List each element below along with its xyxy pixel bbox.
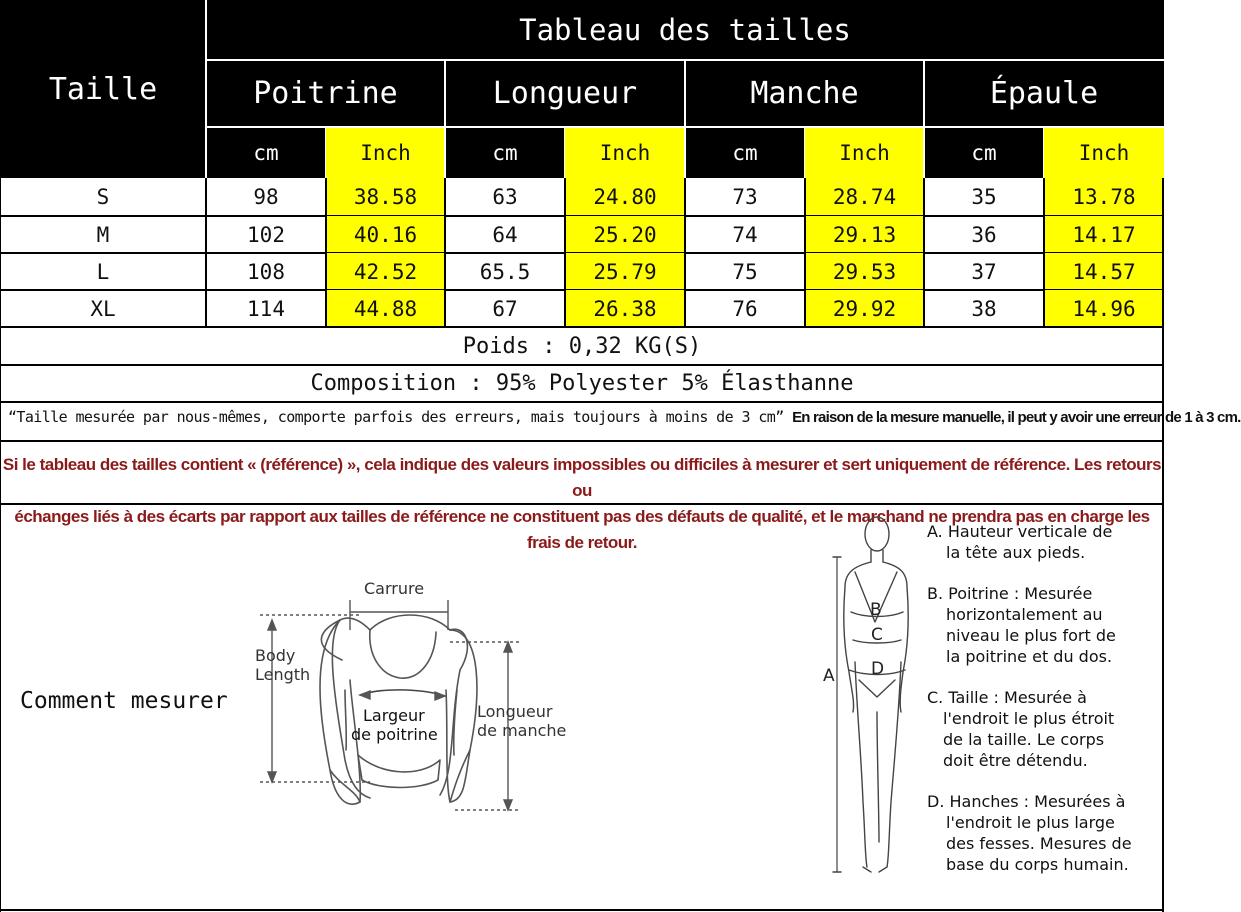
inch-value-cell: 28.74 bbox=[805, 178, 924, 216]
notice-line: Si le tableau des tailles contient « (référence) », cela indique des valeurs impossibles ou difficiles à mesurer et sert uniquement de référence. Les retours ou bbox=[2, 455, 1162, 500]
size-cell: XL bbox=[90, 296, 116, 321]
cm-value-cell: 65.5 bbox=[479, 259, 531, 284]
label-carrure: Carrure bbox=[364, 579, 425, 598]
cm-value-cell: 98 bbox=[253, 185, 279, 209]
inch-value-cell: 42.52 bbox=[326, 253, 445, 290]
cm-value-cell: 36 bbox=[971, 222, 997, 247]
inch-value-cell: 13.78 bbox=[1044, 178, 1164, 216]
body-letter-c: C bbox=[871, 625, 883, 645]
inch-value-cell: 29.92 bbox=[805, 290, 924, 327]
size-cell: M bbox=[96, 222, 110, 247]
inch-value-cell: 25.20 bbox=[565, 216, 685, 253]
cm-value-cell: 76 bbox=[732, 296, 758, 321]
unit-header: Inch bbox=[326, 127, 445, 178]
cm-value-cell: 63 bbox=[492, 185, 518, 209]
unit-header: cm bbox=[732, 140, 758, 165]
shirt-measure-illustration bbox=[250, 570, 590, 820]
desc-a bbox=[927, 521, 1112, 563]
unit-header: cm bbox=[253, 140, 279, 165]
desc-line: horizontalement au bbox=[946, 605, 1103, 624]
inch-value-cell: 40.16 bbox=[326, 216, 445, 253]
unit-header: cm bbox=[492, 140, 518, 165]
desc-line: l'endroit le plus étroit bbox=[943, 709, 1115, 728]
desc-line: B. Poitrine : Mesurée bbox=[927, 584, 1093, 603]
cm-value-cell: 102 bbox=[247, 222, 285, 247]
inch-value-cell: 29.53 bbox=[805, 253, 924, 290]
desc-line: C. Taille : Mesurée à bbox=[927, 688, 1087, 707]
label-sleeve-1: Longueur bbox=[477, 702, 553, 721]
unit-header: cm bbox=[971, 140, 997, 165]
group-header-epaule: Épaule bbox=[989, 76, 1099, 111]
desc-b bbox=[927, 583, 1116, 667]
inch-value-cell: 44.88 bbox=[326, 290, 445, 327]
cm-value-cell: 67 bbox=[492, 296, 518, 321]
desc-line: doit être détendu. bbox=[943, 751, 1088, 770]
cm-value-cell: 108 bbox=[247, 259, 285, 284]
weight-info: Poids : 0,32 KG(S) bbox=[462, 333, 702, 359]
cm-value-cell: 75 bbox=[732, 259, 758, 284]
desc-line: la tête aux pieds. bbox=[946, 543, 1086, 562]
group-header-manche: Manche bbox=[750, 76, 859, 111]
inch-value-cell: 14.57 bbox=[1044, 253, 1164, 290]
body-letter-a: A bbox=[823, 666, 835, 686]
cm-value-cell: 35 bbox=[971, 185, 997, 209]
inch-value-cell: 26.38 bbox=[565, 290, 685, 327]
unit-header: Inch bbox=[805, 127, 924, 178]
body-letter-d: D bbox=[871, 659, 885, 679]
measurement-note bbox=[8, 408, 1241, 426]
label-sleeve-2: de manche bbox=[477, 721, 567, 740]
note-bold: En raison de la mesure manuelle, il peut y avoir une erreur de 1 à 3 cm. bbox=[792, 409, 1241, 426]
desc-c bbox=[927, 687, 1114, 771]
desc-d bbox=[927, 791, 1132, 875]
size-cell: L bbox=[96, 259, 110, 284]
desc-line: l'endroit le plus large bbox=[946, 813, 1115, 832]
desc-line: A. Hauteur verticale de bbox=[927, 522, 1113, 541]
cm-value-cell: 37 bbox=[971, 259, 997, 284]
inch-value-cell: 25.79 bbox=[565, 253, 685, 290]
note-mono: “Taille mesurée par nous-mêmes, comporte parfois des erreurs, mais toujours à moins de 3 cm” bbox=[8, 408, 784, 426]
label-chest-2: de poitrine bbox=[351, 725, 438, 744]
how-to-measure-title: Comment mesurer bbox=[20, 688, 228, 714]
desc-line: D. Hanches : Mesurées à bbox=[927, 792, 1126, 811]
label-body-length-1: Body bbox=[255, 646, 296, 665]
size-column-header: Taille bbox=[48, 71, 158, 107]
desc-line: la poitrine et du dos. bbox=[946, 647, 1113, 666]
size-cell: S bbox=[96, 185, 110, 209]
cm-value-cell: 38 bbox=[971, 296, 997, 321]
notice-line: échanges liés à des écarts par rapport aux tailles de référence ne constituent pas des défauts de qualité, et le marchand ne prendra pas en charge les frais de retour. bbox=[14, 507, 1150, 552]
body-figure-illustration bbox=[815, 512, 920, 882]
desc-line: des fesses. Mesures de bbox=[946, 834, 1132, 853]
desc-line: base du corps humain. bbox=[946, 855, 1129, 874]
table-title: Tableau des tailles bbox=[519, 13, 851, 47]
body-letter-b: B bbox=[870, 600, 882, 620]
inch-value-cell: 14.17 bbox=[1044, 216, 1164, 253]
cm-value-cell: 74 bbox=[732, 222, 758, 247]
label-chest-1: Largeur bbox=[363, 706, 425, 725]
unit-header: Inch bbox=[1044, 127, 1164, 178]
group-header-poitrine: Poitrine bbox=[253, 76, 398, 111]
inch-value-cell: 38.58 bbox=[326, 178, 445, 216]
composition-info: Composition : 95% Polyester 5% Élasthanne bbox=[310, 371, 854, 396]
inch-value-cell: 24.80 bbox=[565, 178, 685, 216]
cm-value-cell: 64 bbox=[492, 222, 518, 247]
label-body-length-2: Length bbox=[255, 665, 311, 684]
group-header-longueur: Longueur bbox=[492, 76, 638, 111]
desc-line: de la taille. Le corps bbox=[943, 730, 1105, 749]
unit-header: Inch bbox=[565, 127, 685, 178]
desc-line: niveau le plus fort de bbox=[946, 626, 1116, 645]
inch-value-cell: 29.13 bbox=[805, 216, 924, 253]
inch-value-cell: 14.96 bbox=[1044, 290, 1164, 327]
cm-value-cell: 73 bbox=[732, 185, 758, 209]
cm-value-cell: 114 bbox=[247, 296, 285, 321]
